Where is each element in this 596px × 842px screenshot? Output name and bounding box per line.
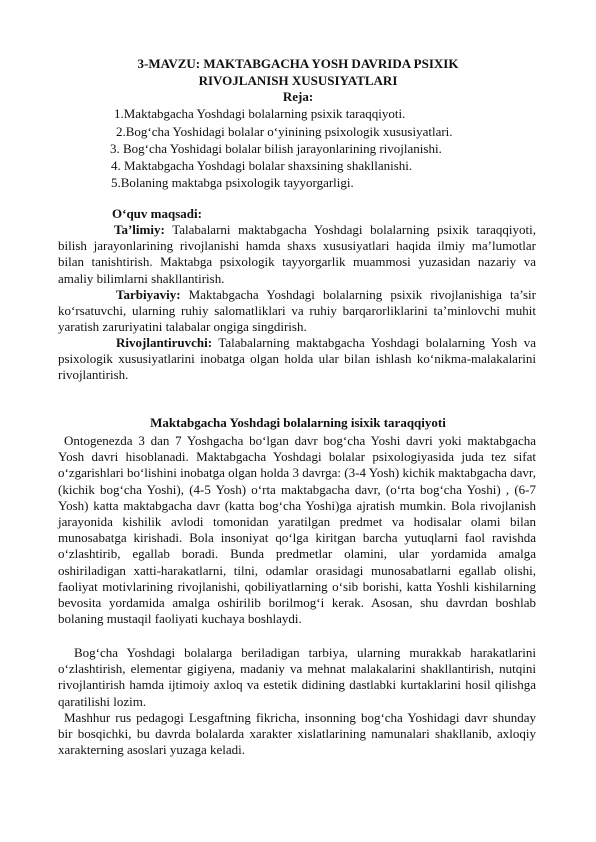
objective-text: Maktabgacha Yoshdagi bolalarning psixik rivojlanishiga ta’sir ko‘rsatuvchi, ularning ruhiy salomatliklari va ruhiy barqarorliklarini ta’minlovchi muhit yaratish zaruriyatini talabalar ongiga singdirish. <box>58 287 536 335</box>
page-title-line-2: RIVOJLANISH XUSUSIYATLARI <box>198 73 398 88</box>
body-paragraph: Bog‘cha Yoshdagi bolalarga beriladigan tarbiya, ularning murakkab harakatlarini o‘zlashtirish, elementar gigiyena, madaniy va mehnat malakalarini shakllantirish, nutqini rivojlantirish hamda ijtimoiy axloq va estetik didining dastlabki kurtaklarini hosil qilishga qaratilishi lozim. <box>58 645 536 709</box>
plan-heading: Reja: <box>282 89 314 104</box>
plan-item: 5.Bolaning maktabga psixologik tayyorgarligi. <box>111 175 354 190</box>
plan-item: 2.Bog‘cha Yoshidagi bolalar o‘yinining psixologik xususiyatlari. <box>116 124 453 139</box>
objective-upbringing <box>58 287 536 336</box>
objective-label: Ta’limiy: <box>114 222 165 237</box>
section-heading: Maktabgacha Yoshdagi bolalarning isixik taraqqiyoti <box>150 415 446 430</box>
objective-text: Talabalarni maktabgacha Yoshdagi bolalarning psixik taraqqiyoti, bilish jarayonlarining rivojlanishi hamda shaxs xususiyatlari haqida ilmiy ma’lumotlar bilan tanishtirish. Maktabga psixologik tayyorgarlik muammosi yuzasidan nazariy va amaliy bilimlarni shakllantirish. <box>58 222 536 286</box>
objective-educational <box>58 222 536 287</box>
objective-developmental <box>58 335 536 384</box>
plan-item: 1.Maktabgacha Yoshdagi bolalarning psixik taraqqiyoti. <box>114 106 406 121</box>
objective-label: Tarbiyaviy: <box>116 287 181 302</box>
plan-item: 4. Maktabgacha Yoshdagi bolalar shaxsining shakllanishi. <box>111 158 413 173</box>
page-title-line-1: 3-MAVZU: MAKTABGACHA YOSH DAVRIDA PSIXIK <box>137 56 459 71</box>
body-paragraph: Mashhur rus pedagogi Lesgaftning fikricha, insonning bog‘cha Yoshidagi davr shunday bir bosqichki, bu davrda bolalarda xarakter xislatlarining namunalari shakllanib, axloqiy xarakterning asoslari yuzaga keladi. <box>58 710 536 758</box>
objective-label: Rivojlantiruvchi: <box>116 335 213 350</box>
body-paragraph: Ontogenezda 3 dan 7 Yoshgacha bo‘lgan davr bog‘cha Yoshi davri yoki maktabgacha Yosh davri hisoblanadi. Maktabgacha Yoshdagi bolalar psixologiyasida juda tez sifat o‘zgarishlari bo‘lishini inobatga olgan holda 3 davrga: (3-4 Yosh) kichik maktabgacha davr, (kichik bog‘cha Yoshi), (4-5 Yosh) o‘rta maktabgacha davr, (o‘rta bog‘cha Yoshi) , (6-7 Yosh) katta maktabgacha davr (katta bog‘cha Yoshi)ga ajratish mumkin. Bola rivojlanish jarayonida kishilik avlodi tomonidan yaratilgan predmet va hodisalar olami bilan munosabatga kirishadi. Bola insoniyat qo‘lga kiritgan barcha yutuqlarni faol ravishda o‘zlashtirib, egallab boradi. Bunda predmetlar olamini, ular yordamida amalga oshiriladigan xatti-harakatlarni, tilni, odamlar orasidagi munosabatlarni egallab olishi, faoliyat motivlarining rivojlanishi, qobiliyatlarning o‘sib borishi, katta Yoshli kishilarning bevosita yordamida amalga oshirilib borilmog‘i kerak. Asosan, shu davrdan boshlab bolaning mustaqil faoliyati kuchaya boshlaydi. <box>58 433 536 627</box>
objective-text: Talabalarning maktabgacha Yoshdagi bolalarning Yosh va psixologik xususiyatlarini inobatga olgan holda ular bilan ishlash ko‘nikma-malakalarini rivojlantirish. <box>58 335 536 383</box>
plan-item: 3. Bog‘cha Yoshidagi bolalar bilish jarayonlarining rivojlanishi. <box>110 141 442 156</box>
objectives-heading: O‘quv maqsadi: <box>112 206 202 221</box>
